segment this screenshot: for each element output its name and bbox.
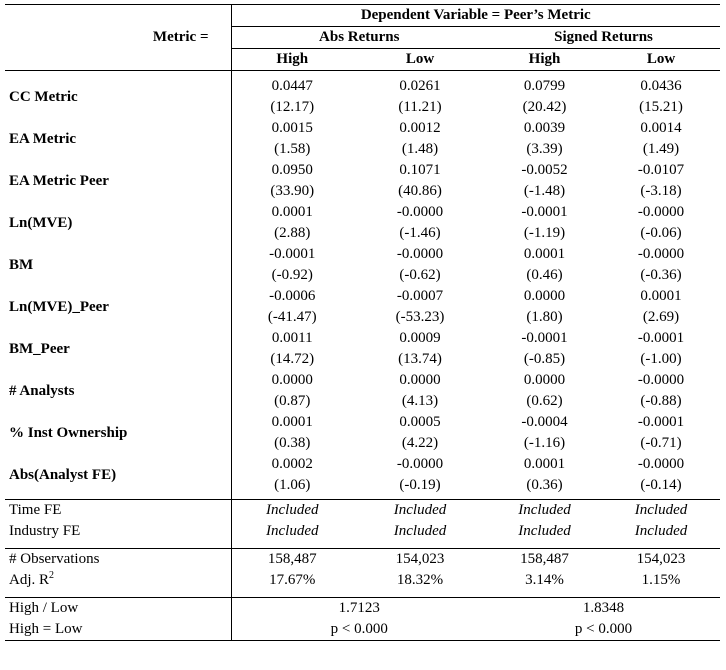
coefficient-cell: 0.0001 [640, 288, 682, 304]
variable-rows [5, 76, 720, 496]
t-stat-cell: (-0.88) [640, 393, 682, 409]
coefficient-cell: 0.0039 [523, 120, 566, 136]
header-corner-top [5, 5, 231, 27]
variable-label: Abs(Analyst FE) [9, 466, 117, 483]
fixed-effects-section [5, 500, 720, 549]
coefficient-cell: 0.0005 [399, 414, 441, 430]
t-stat-cell: (13.74) [398, 351, 442, 367]
coefficient-cell: 0.0015 [231, 118, 353, 139]
t-stat-cell: (2.69) [642, 309, 680, 325]
t-stat-cell: (-53.23) [395, 309, 445, 325]
coefficient-cell: 0.0014 [640, 120, 682, 136]
coefficient-cell: 0.0001 [523, 456, 566, 472]
coefficient-cell: 0.0436 [640, 78, 682, 94]
coefficient-cell: -0.0001 [521, 330, 568, 346]
signed-ratio-value: 1.8348 [487, 598, 720, 620]
t-stat-cell: (0.38) [231, 433, 353, 454]
coefficient-cell: -0.0001 [637, 414, 685, 430]
subcol-header: High [231, 49, 353, 71]
signed-p-value: p < 0.000 [487, 619, 720, 641]
coefficient-cell: 0.0001 [231, 202, 353, 223]
coefficient-cell: -0.0001 [637, 330, 685, 346]
coefficient-cell: -0.0000 [396, 246, 444, 262]
fe-value: Included [487, 500, 602, 522]
t-stat-cell: (40.86) [398, 183, 442, 199]
t-stat-cell: (1.80) [526, 309, 563, 325]
variable-label: Ln(MVE)_Peer [9, 298, 109, 315]
high-equals-low-label: High = Low [5, 619, 231, 641]
coefficient-cell: -0.0001 [231, 244, 353, 265]
high-low-ratio-label: High / Low [5, 598, 231, 620]
subcol-header: High [487, 49, 602, 71]
t-stat-cell: (14.72) [231, 349, 353, 370]
t-stat-cell: (-0.71) [640, 435, 682, 451]
fe-value: Included [231, 500, 353, 522]
dependent-variable-header: Dependent Variable = Peer’s Metric [231, 5, 720, 27]
coefficient-cell: -0.0001 [521, 204, 568, 220]
header-corner-bottom [5, 49, 231, 71]
coefficient-cell: -0.0006 [231, 286, 353, 307]
coefficient-cell: -0.0000 [396, 456, 444, 472]
t-stat-cell: (-1.46) [399, 225, 441, 241]
coefficient-cell: 0.0011 [231, 328, 353, 349]
regression-table [5, 4, 720, 641]
coefficient-cell: 0.0799 [523, 78, 566, 94]
abs-p-value: p < 0.000 [231, 619, 487, 641]
t-stat-cell: (1.48) [401, 141, 439, 157]
coefficient-cell: -0.0007 [396, 288, 444, 304]
coefficient-cell: 0.0000 [399, 372, 441, 388]
variable-label: EA Metric Peer [9, 172, 109, 189]
t-stat-cell: (-0.06) [640, 225, 682, 241]
adj-r2-value: 3.14% [525, 572, 564, 588]
coefficient-cell: 0.0447 [231, 76, 353, 97]
t-stat-cell: (4.22) [401, 435, 439, 451]
t-stat-cell: (-0.62) [399, 267, 441, 283]
coefficient-cell: 0.1071 [399, 162, 441, 178]
t-stat-cell: (-0.14) [640, 477, 682, 493]
t-stat-cell: (-0.85) [523, 351, 566, 367]
t-stat-cell: (0.46) [526, 267, 563, 283]
variable-label: BM [9, 256, 34, 273]
coefficient-cell: -0.0004 [521, 414, 568, 430]
observations-label: # Observations [5, 549, 231, 571]
subcol-header: Low [353, 49, 487, 71]
t-stat-cell: (0.62) [526, 393, 563, 409]
adj-r2-label: Adj. $R^2$ [9, 570, 55, 588]
t-stat-cell: (3.39) [526, 141, 563, 157]
fe-value: Included [231, 521, 353, 542]
t-stat-cell: (-0.92) [231, 265, 353, 286]
t-stat-cell: (11.21) [398, 99, 442, 115]
coefficient-cell: 0.0950 [231, 160, 353, 181]
coefficient-cell: -0.0000 [396, 204, 444, 220]
variable-label: BM_Peer [9, 340, 70, 357]
variable-label: EA Metric [9, 130, 77, 147]
adj-r2-value: 18.32% [396, 572, 444, 588]
t-stat-cell: (0.36) [526, 477, 563, 493]
t-stat-cell: (33.90) [231, 181, 353, 202]
fe-value: Included [634, 523, 688, 539]
variable-label: CC Metric [9, 88, 78, 105]
coefficient-cell: -0.0000 [637, 372, 685, 388]
coefficient-cell: -0.0107 [637, 162, 685, 178]
t-stat-cell: (-1.19) [523, 225, 566, 241]
t-stat-cell: (-1.48) [523, 183, 566, 199]
fe-value: Included [353, 500, 487, 522]
variable-label: Ln(MVE) [9, 214, 73, 231]
industry-fe-label: Industry FE [9, 523, 81, 539]
t-stat-cell: (20.42) [522, 99, 567, 115]
observations-value: 158,487 [231, 549, 353, 571]
coefficient-cell: 0.0002 [231, 454, 353, 475]
group-header-abs-returns: Abs Returns [231, 27, 487, 49]
t-stat-cell: (1.06) [231, 475, 353, 496]
coefficient-cell: 0.0000 [231, 370, 353, 391]
t-stat-cell: (-41.47) [231, 307, 353, 328]
abs-ratio-value: 1.7123 [231, 598, 487, 620]
stats-section [5, 549, 720, 598]
coefficient-cell: 0.0012 [399, 120, 441, 136]
t-stat-cell: (1.49) [642, 141, 680, 157]
fe-value: Included [518, 523, 571, 539]
t-stat-cell: (15.21) [639, 99, 683, 115]
t-stat-cell: (-1.00) [640, 351, 682, 367]
t-stat-cell: (-3.18) [640, 183, 682, 199]
coefficient-cell: -0.0000 [637, 246, 685, 262]
observations-value: 154,023 [353, 549, 487, 571]
coefficient-cell: 0.0001 [523, 246, 566, 262]
t-stat-cell: (-1.16) [523, 435, 566, 451]
coefficient-cell: -0.0052 [521, 162, 568, 178]
t-stat-cell: (2.88) [231, 223, 353, 244]
variable-label: % Inst Ownership [9, 424, 128, 441]
t-stat-cell: (1.58) [231, 139, 353, 160]
fe-value: Included [393, 523, 447, 539]
tests-section [5, 598, 720, 641]
fe-value: Included [602, 500, 720, 522]
t-stat-cell: (12.17) [231, 97, 353, 118]
adj-r2-value: 17.67% [231, 570, 353, 591]
coefficient-cell: -0.0000 [637, 456, 685, 472]
coefficient-cell: 0.0261 [399, 78, 441, 94]
observations-value: 154,023 [602, 549, 720, 571]
adj-r2-value: 1.15% [641, 572, 681, 588]
coefficient-cell: 0.0000 [523, 288, 566, 304]
group-header-signed-returns: Signed Returns [487, 27, 720, 49]
variable-label: # Analysts [9, 382, 75, 399]
metric-label: Metric = [152, 29, 209, 45]
coefficient-cell: 0.0001 [231, 412, 353, 433]
observations-value: 158,487 [487, 549, 602, 571]
coefficient-cell: -0.0000 [637, 204, 685, 220]
t-stat-cell: (0.87) [231, 391, 353, 412]
t-stat-cell: (-0.19) [399, 477, 441, 493]
subcol-header: Low [602, 49, 720, 71]
coefficient-cell: 0.0009 [399, 330, 441, 346]
t-stat-cell: (4.13) [401, 393, 439, 409]
coefficient-cell: 0.0000 [523, 372, 566, 388]
time-fe-label: Time FE [5, 500, 231, 522]
t-stat-cell: (-0.36) [640, 267, 682, 283]
